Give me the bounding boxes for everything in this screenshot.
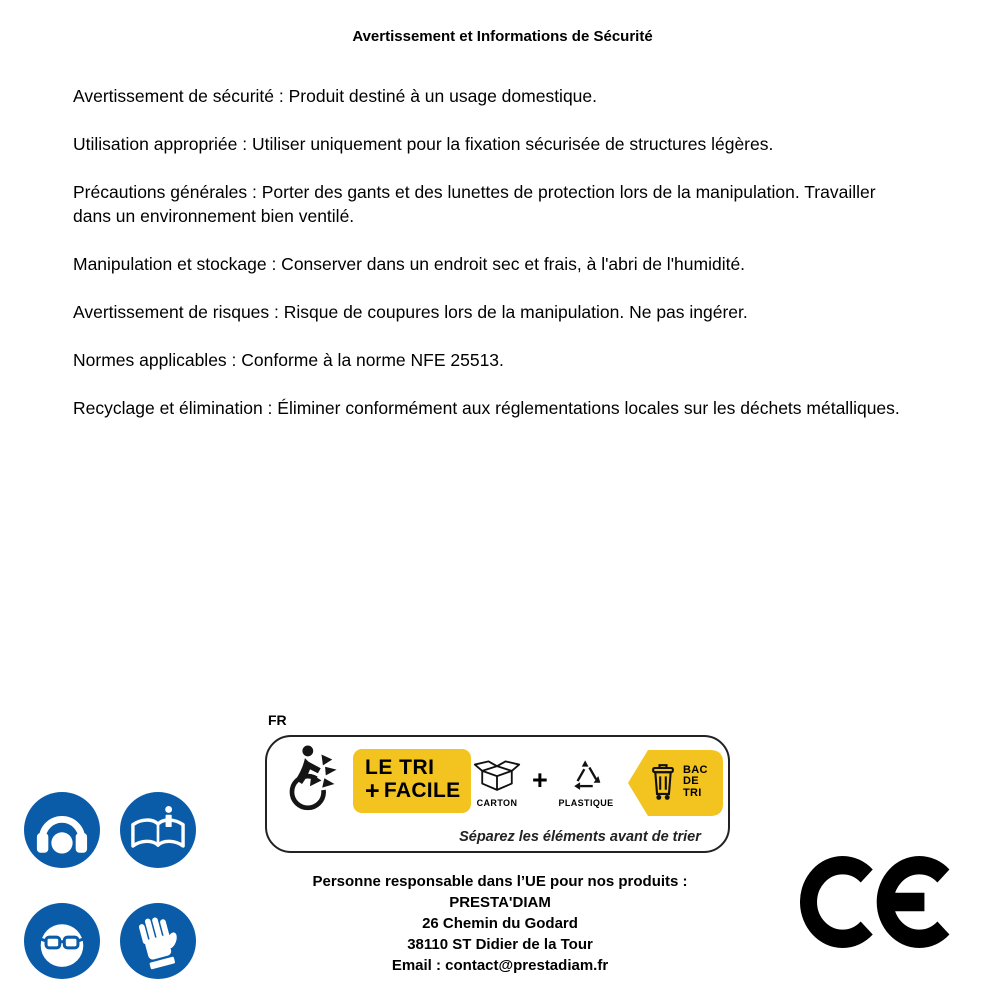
safety-paragraph: Précautions générales : Porter des gants et des lunettes de protection lors de la manipulation. Travailler dans un environnement bien ventilé. (73, 182, 876, 226)
banner-content (649, 759, 708, 805)
bac-de-tri-banner (628, 747, 726, 819)
bac-de-tri-text (683, 765, 708, 800)
carton-label: CARTON (476, 798, 518, 808)
plus-sign: + (365, 777, 380, 805)
bac-line: DE (683, 775, 699, 788)
read-manual-icon (120, 792, 196, 868)
address-street: 26 Chemin du Godard (422, 915, 578, 932)
safety-paragraph: Avertissement de sécurité : Produit destiné à un usage domestique. (73, 86, 598, 106)
responsible-person-block (265, 871, 735, 976)
facile-line (365, 779, 471, 803)
bac-line: TRI (683, 786, 702, 799)
ce-mark-icon (800, 856, 950, 948)
plastique-label: PLASTIQUE (558, 798, 614, 808)
hand-protection-icon (120, 903, 196, 979)
safety-paragraph: Manipulation et stockage : Conserver dans un endroit sec et frais, à l'abri de l'humidité. (73, 254, 746, 274)
carton-group (465, 754, 529, 808)
bac-line: BAC (683, 763, 708, 776)
sorting-tagline: Séparez les éléments avant de trier (459, 829, 701, 845)
le-tri-text: LE TRI (365, 756, 435, 779)
facile-text: FACILE (383, 779, 461, 802)
info-tri-label (265, 735, 730, 853)
triman-icon (279, 742, 351, 816)
plastique-group (553, 754, 619, 808)
plastique-icon (563, 754, 609, 792)
responsible-intro: Personne responsable dans l’UE pour nos produits : (312, 873, 688, 890)
address-city: 38110 ST Didier de la Tour (407, 936, 593, 953)
country-code-label: FR (268, 712, 287, 728)
bin-icon (649, 759, 677, 805)
ear-protection-icon (24, 792, 100, 868)
safety-text-block (73, 84, 918, 444)
page-title: Avertissement et Informations de Sécurité (352, 28, 653, 45)
mandatory-icons-grid (24, 792, 196, 979)
safety-paragraph: Recyclage et élimination : Éliminer conformément aux réglementations locales sur les déchets métalliques. (73, 398, 900, 418)
contact-email: Email : contact@prestadiam.fr (391, 957, 609, 974)
le-tri-facile-box (353, 749, 471, 813)
company-name: PRESTA'DIAM (449, 894, 551, 911)
safety-paragraph: Avertissement de risques : Risque de coupures lors de la manipulation. Ne pas ingérer. (73, 302, 748, 322)
safety-paragraph: Normes applicables : Conforme à la norme NFE 25513. (73, 350, 504, 370)
eye-protection-icon (24, 903, 100, 979)
join-plus-sign: + (532, 765, 548, 795)
carton-icon (470, 754, 524, 792)
safety-paragraph: Utilisation appropriée : Utiliser uniquement pour la fixation sécurisée de structures légères. (73, 134, 774, 154)
